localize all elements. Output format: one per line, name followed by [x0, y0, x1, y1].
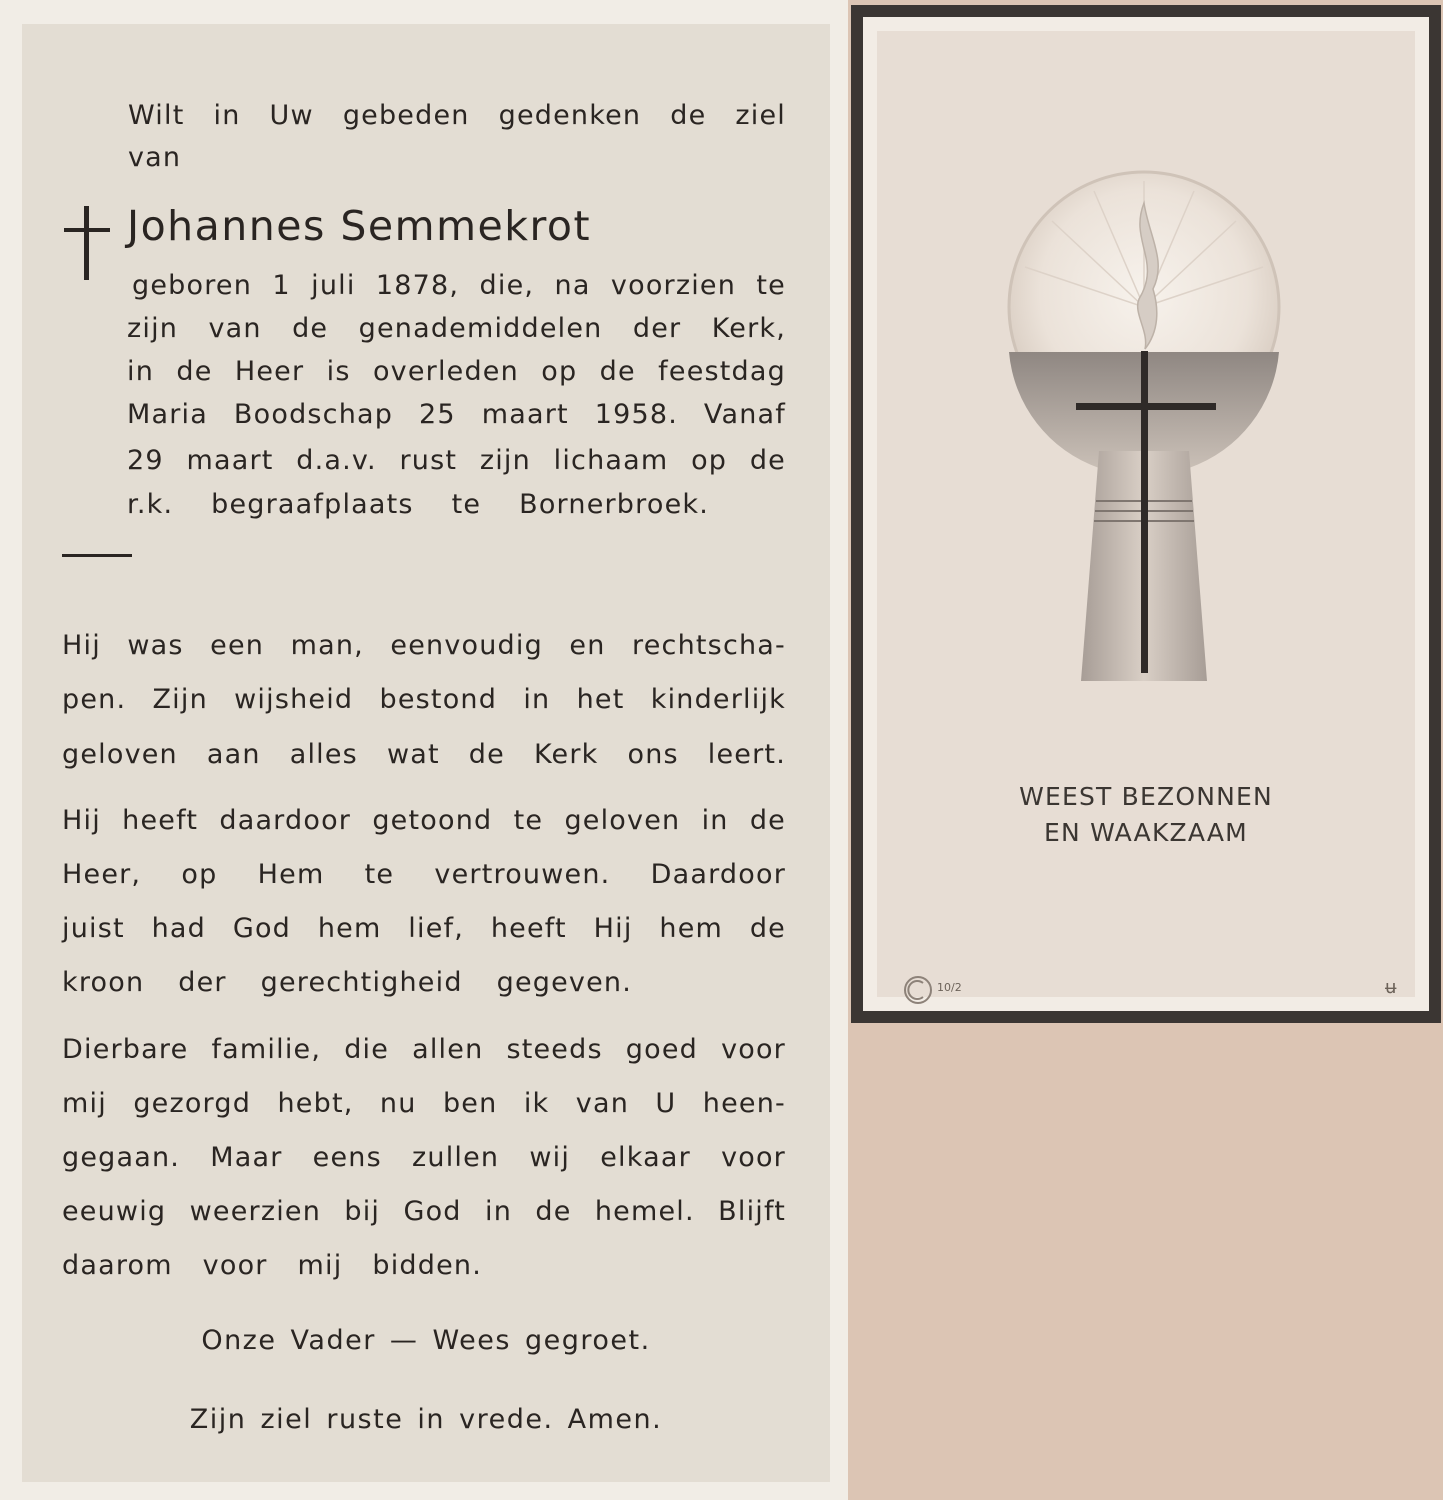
divider: [62, 554, 132, 557]
bio-line-5: 29 maart d.a.v. rust zijn lichaam op de: [127, 445, 786, 476]
para1-line-3: geloven aan alles wat de Kerk ons leert.: [62, 739, 786, 770]
bio-line-1: geboren 1 juli 1878, die, na voorzien te: [132, 270, 786, 301]
para3-line-3: gegaan. Maar eens zullen wij elkaar voor: [62, 1142, 786, 1173]
para3-line-1: Dierbare familie, die allen steeds goed voor: [62, 1034, 786, 1065]
para3-line-4: eeuwig weerzien bij God in de hemel. Blijft: [62, 1196, 786, 1227]
bio-line-4: Maria Boodschap 25 maart 1958. Vanaf: [127, 399, 786, 430]
intro-line-2: van: [128, 142, 182, 173]
motto-line-2: EN WAAKZAAM: [1044, 818, 1248, 847]
intro-line-1: Wilt in Uw gebeden gedenken de ziel: [128, 100, 786, 131]
para1-line-1: Hij was een man, eenvoudig en rechtscha-: [62, 630, 786, 661]
card-paper: [877, 31, 1415, 997]
para3-line-5: daarom voor mij bidden.: [62, 1250, 482, 1281]
para2-line-1: Hij heeft daardoor getoond te geloven in de: [62, 805, 786, 836]
motto-line-1: WEEST BEZONNEN: [1019, 782, 1273, 811]
print-number: 10/2: [937, 981, 962, 994]
para3-line-2: mij gezorgd hebt, nu ben ik van U heen-: [62, 1088, 786, 1119]
artist-mark: ʉ: [1385, 977, 1397, 998]
para2-line-3: juist had God hem lief, heeft Hij hem de: [62, 913, 786, 944]
closing-line: Zijn ziel ruste in vrede. Amen.: [189, 1404, 663, 1435]
para1-line-2: pen. Zijn wijsheid bestond in het kinderlijk: [62, 684, 786, 715]
chalice-cross-emblem: [877, 31, 1415, 751]
cross-icon: [64, 206, 110, 280]
bio-line-3: in de Heer is overleden op de feestdag: [127, 356, 786, 387]
memorial-card-image-side: [851, 5, 1441, 1023]
para2-line-2: Heer, op Hem te vertrouwen. Daardoor: [62, 859, 786, 890]
card-margin: [863, 17, 1429, 1011]
publisher-logo-icon: [903, 975, 933, 1005]
deceased-name: Johannes Semmekrot: [127, 202, 592, 250]
para2-line-4: kroon der gerechtigheid gegeven.: [62, 967, 632, 998]
prayer-line: Onze Vader — Wees gegroet.: [201, 1325, 651, 1356]
bio-line-2: zijn van de genademiddelen der Kerk,: [127, 313, 786, 344]
bio-line-6: r.k. begraafplaats te Bornerbroek.: [127, 489, 709, 520]
